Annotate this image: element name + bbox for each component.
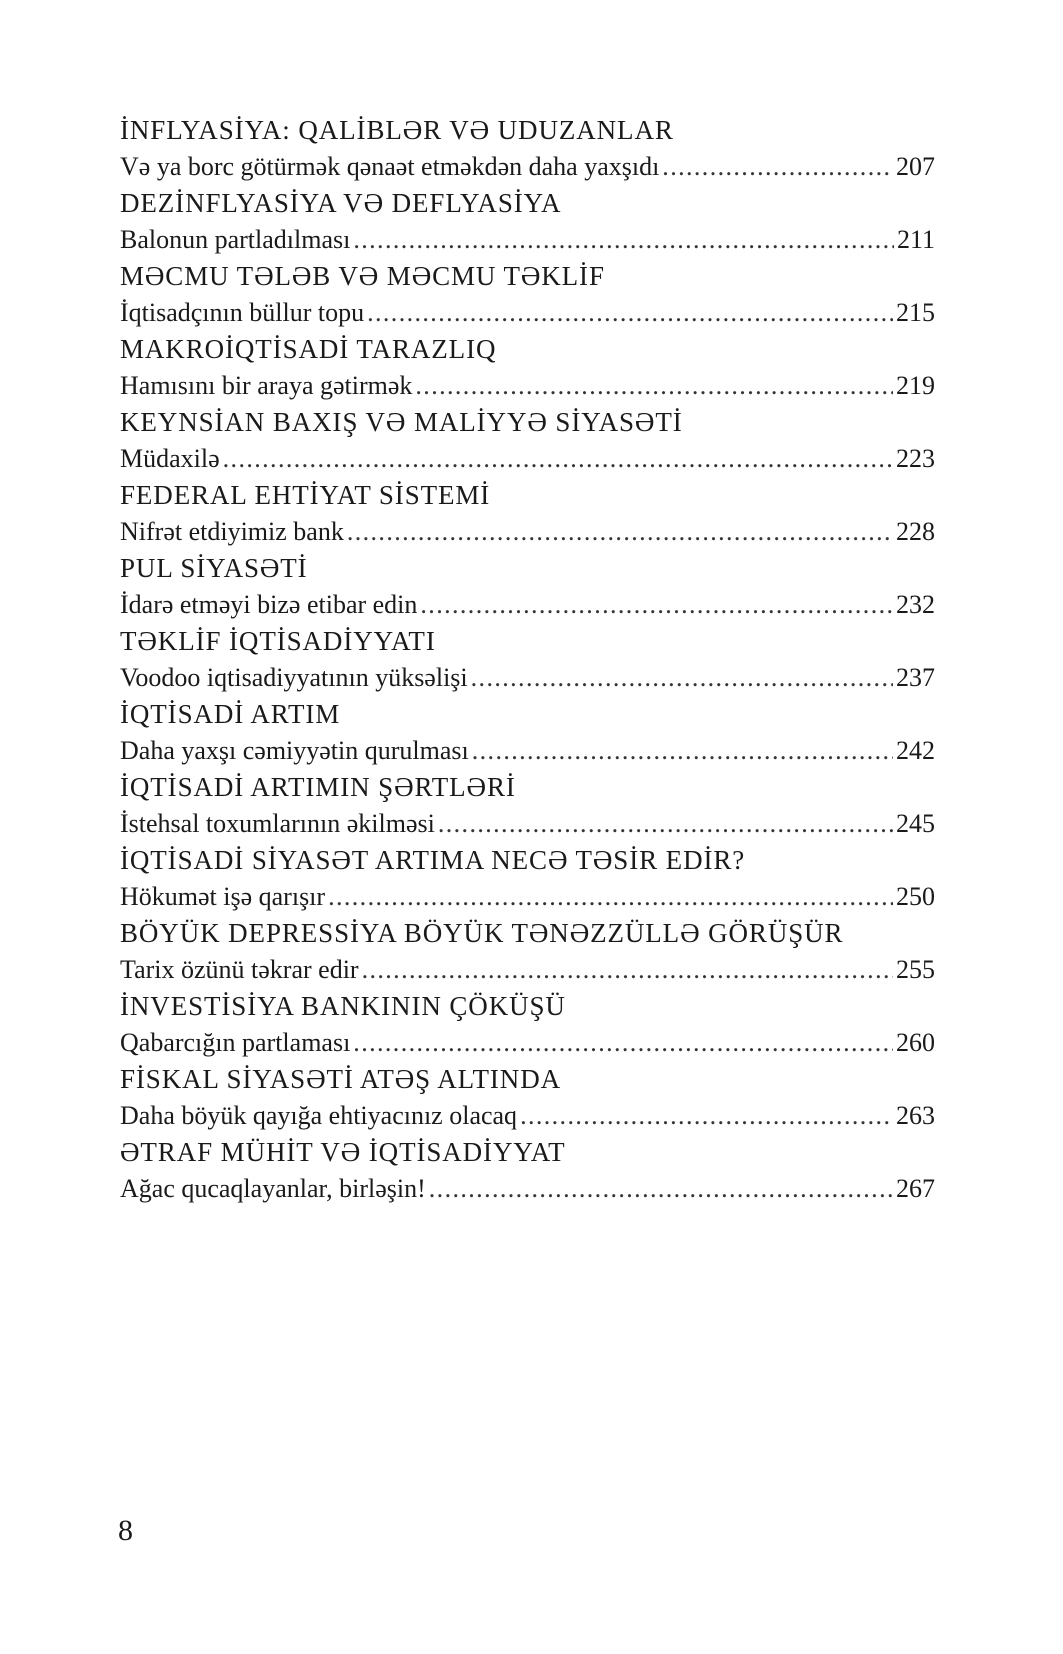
chapter-subtitle: Ağac qucaqlayanlar, birləşin! [120,1173,426,1203]
chapter-line[interactable] [120,952,935,989]
toc-entry [120,623,935,696]
chapter-heading: BÖYÜK DEPRESSİYA BÖYÜK TƏNƏZZÜLLƏ GÖRÜŞÜR [120,918,844,948]
chapter-page-number: 242 [896,735,935,765]
dot-leader [353,1025,893,1062]
chapter-heading: MƏCMU TƏLƏB VƏ MƏCMU TƏKLİF [120,261,605,291]
chapter-heading: FEDERAL EHTİYAT SİSTEMİ [120,480,491,510]
chapter-line[interactable] [120,514,935,551]
chapter-heading: İNFLYASİYA: QALİBLƏR VƏ UDUZANLAR [120,115,674,145]
chapter-page-number: 232 [896,589,935,619]
chapter-page-number: 245 [896,808,935,838]
toc-entry [120,185,935,258]
toc-entry [120,1134,935,1207]
chapter-subtitle: İstehsal toxumlarının əkilməsi [120,808,435,838]
chapter-subtitle: Qabarcığın partlaması [120,1027,351,1057]
chapter-line[interactable] [120,1098,935,1135]
toc-entry [120,331,935,404]
dot-leader [328,879,893,916]
dot-leader [415,368,893,405]
dot-leader [223,441,893,478]
chapter-subtitle: Nifrət etdiyimiz bank [120,516,344,546]
chapter-heading: TƏKLİF İQTİSADİYYATI [120,626,436,656]
chapter-page-number: 237 [896,662,935,692]
chapter-subtitle: Hökumət işə qarışır [120,881,326,911]
dot-leader [353,222,894,259]
dot-leader [367,295,893,332]
chapter-heading: FİSKAL SİYASƏTİ ATƏŞ ALTINDA [120,1064,561,1094]
chapter-page-number: 215 [896,297,935,327]
dot-leader [662,149,893,186]
dot-leader [420,587,893,624]
chapter-subtitle: Balonun partladılması [120,224,351,254]
chapter-line[interactable] [120,222,935,259]
chapter-page-number: 250 [896,881,935,911]
dot-leader [520,1098,893,1135]
chapter-subtitle: Hamısını bir araya gətirmək [120,370,413,400]
chapter-page-number: 267 [896,1173,935,1203]
chapter-heading: DEZİNFLYASİYA VƏ DEFLYASİYA [120,188,562,218]
chapter-subtitle: Tarix özünü təkrar edir [120,954,359,984]
chapter-page-number: 263 [896,1100,935,1130]
chapter-line[interactable] [120,806,935,843]
chapter-page-number: 255 [896,954,935,984]
chapter-line[interactable] [120,295,935,332]
chapter-heading: ƏTRAF MÜHİT VƏ İQTİSADİYYAT [120,1137,566,1167]
chapter-heading: İQTİSADİ ARTIMIN ŞƏRTLƏRİ [120,772,516,802]
chapter-subtitle: Daha böyük qayığa ehtiyacınız olacaq [120,1100,518,1130]
toc-entry [120,477,935,550]
chapter-subtitle: Daha yaxşı cəmiyyətin qurulması [120,735,469,765]
chapter-page-number: 228 [896,516,935,546]
dot-leader [472,733,893,770]
table-of-contents [120,112,935,1207]
toc-entry [120,696,935,769]
chapter-page-number: 207 [896,151,935,181]
chapter-heading: İQTİSADİ SİYASƏT ARTIMA NECƏ TƏSİR EDİR? [120,845,746,875]
chapter-line[interactable] [120,587,935,624]
chapter-subtitle: Voodoo iqtisadiyyatının yüksəlişi [120,662,468,692]
chapter-subtitle: İdarə etməyi bizə etibar edin [120,589,418,619]
dot-leader [429,1171,893,1208]
chapter-line[interactable] [120,660,935,697]
toc-entry [120,842,935,915]
toc-entry [120,769,935,842]
chapter-subtitle: İqtisadçının büllur topu [120,297,365,327]
toc-entry [120,404,935,477]
folio-page-number: 8 [118,1514,133,1547]
chapter-page-number: 219 [896,370,935,400]
toc-entry [120,1061,935,1134]
chapter-line[interactable] [120,368,935,405]
chapter-page-number: 223 [896,443,935,473]
toc-entry [120,112,935,185]
dot-leader [362,952,893,989]
chapter-page-number: 260 [896,1027,935,1057]
chapter-line[interactable] [120,1025,935,1062]
chapter-line[interactable] [120,1171,935,1208]
chapter-line[interactable] [120,149,935,186]
chapter-heading: MAKROİQTİSADİ TARAZLIQ [120,334,497,364]
dot-leader [471,660,893,697]
chapter-heading: PUL SİYASƏTİ [120,553,308,583]
toc-entry [120,550,935,623]
chapter-line[interactable] [120,733,935,770]
chapter-line[interactable] [120,441,935,478]
chapter-subtitle: Və ya borc götürmək qənaət etməkdən daha yaxşıdı [120,151,660,181]
toc-entry [120,915,935,988]
toc-entry [120,988,935,1061]
dot-leader [347,514,893,551]
dot-leader [438,806,893,843]
toc-entry [120,258,935,331]
chapter-line[interactable] [120,879,935,916]
chapter-heading: İQTİSADİ ARTIM [120,699,341,729]
chapter-subtitle: Müdaxilə [120,443,220,473]
chapter-page-number: 211 [896,224,935,254]
chapter-heading: İNVESTİSİYA BANKININ ÇÖKÜŞÜ [120,991,566,1021]
chapter-heading: KEYNSİAN BAXIŞ VƏ MALİYYƏ SİYASƏTİ [120,407,683,437]
